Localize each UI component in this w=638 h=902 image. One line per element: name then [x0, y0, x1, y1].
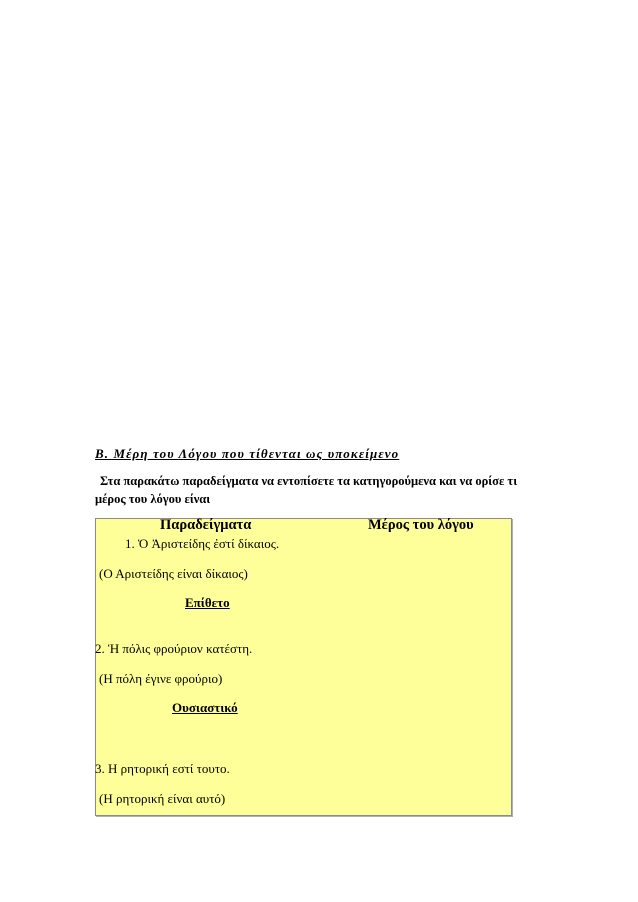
instructions-line-1: Στα παρακάτω παραδείγματα να εντοπίσετε τα κατηγορούμενα και να ορίσε τι: [100, 474, 518, 488]
example-2-ancient: 2. Ἡ πόλις φρούριον κατέστη.: [95, 641, 253, 656]
column-header-part-of-speech: Μέρος του λόγου: [368, 517, 474, 533]
instructions-line-2: μέρος του λόγου είναι: [95, 492, 211, 506]
example-2-modern: (Η πόλη έγινε φρούριο): [99, 671, 223, 686]
instructions-text: [95, 472, 555, 508]
example-1-answer: Επίθετο: [185, 595, 230, 610]
example-1-modern: (Ο Αριστείδης είναι δίκαιος): [99, 566, 248, 581]
example-1-ancient: 1. Ὁ Ἀριστείδης ἐστί δίκαιος.: [125, 536, 280, 551]
column-header-examples: Παραδείγματα: [160, 517, 252, 533]
example-3-ancient: 3. Η ρητορική εστί τουτο.: [95, 761, 230, 776]
examples-table: [95, 518, 512, 816]
example-2-answer: Ουσιαστικό: [172, 700, 238, 715]
section-heading: Β. Μέρη του Λόγου που τίθενται ως υποκείμενο: [95, 446, 400, 461]
example-3-modern: (Η ρητορική είναι αυτό): [99, 791, 226, 806]
